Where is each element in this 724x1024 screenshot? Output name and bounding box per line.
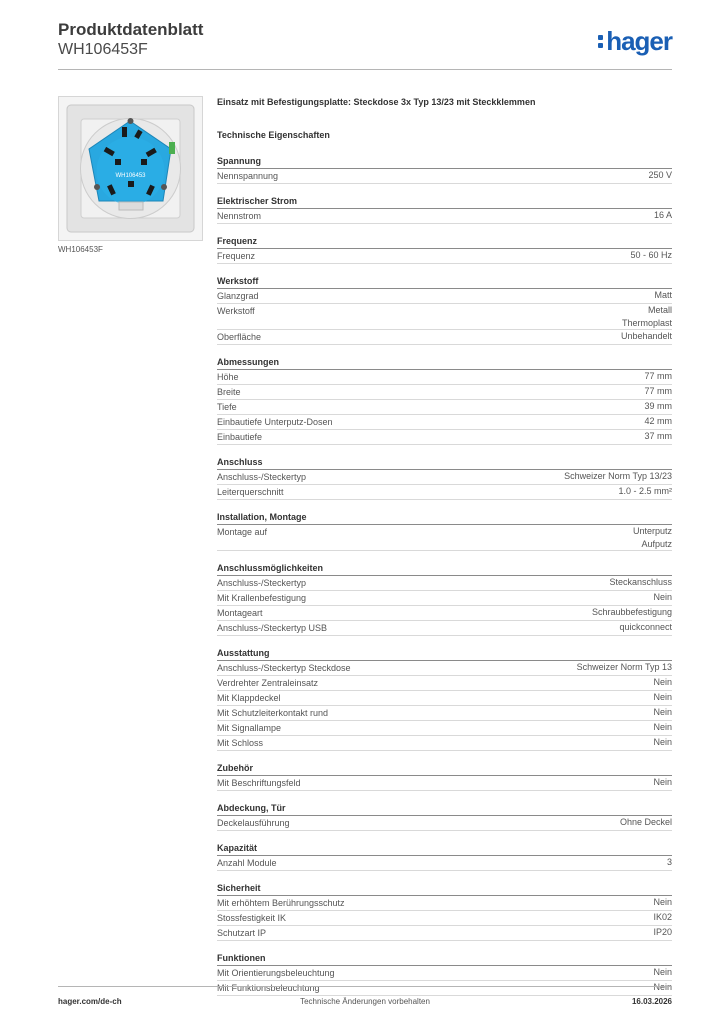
product-image [58, 96, 203, 241]
section-title: Anschlussmöglichkeiten [217, 562, 672, 576]
spec-value-line: 39 mm [644, 401, 672, 411]
spec-label: Mit erhöhtem Berührungsschutz [217, 898, 345, 908]
spec-label: Mit Schutzleiterkontakt rund [217, 708, 329, 718]
spec-label: Anschluss-/Steckertyp USB [217, 623, 328, 633]
spec-value [654, 209, 672, 222]
spec-value-line: 16 A [653, 210, 672, 220]
spec-value-line: 1.0 - 2.5 mm² [618, 486, 672, 496]
spec-value [621, 330, 672, 343]
spec-label: Nennspannung [217, 171, 279, 181]
spec-value-line: Unterputz [632, 526, 672, 536]
spec-row [217, 576, 672, 591]
hager-logo [598, 26, 672, 57]
spec-value [564, 470, 672, 483]
spec-value-line: quickconnect [619, 622, 672, 632]
spec-label: Höhe [217, 372, 239, 382]
spec-value [619, 621, 672, 634]
spec-label: Einbautiefe Unterputz-Dosen [217, 417, 333, 427]
spec-value-line: Nein [653, 737, 672, 747]
spec-row [217, 606, 672, 621]
spec-sections [217, 155, 672, 996]
spec-value [667, 856, 672, 869]
spec-row [217, 525, 672, 551]
spec-section [217, 762, 672, 791]
spec-value-line: IK02 [653, 912, 672, 922]
section-title: Funktionen [217, 952, 672, 966]
spec-row [217, 776, 672, 791]
spec-value-line: Steckanschluss [609, 577, 672, 587]
spec-value-line: 3 [666, 857, 672, 867]
spec-label: Stossfestigkeit IK [217, 913, 287, 923]
spec-row [217, 911, 672, 926]
spec-row [217, 304, 672, 330]
section-title: Anschluss [217, 456, 672, 470]
spec-value [653, 966, 672, 979]
spec-value-line: Aufputz [641, 538, 672, 549]
spec-row [217, 981, 672, 996]
spec-section [217, 155, 672, 184]
spec-value-line: 37 mm [644, 431, 672, 441]
spec-label: Breite [217, 387, 241, 397]
spec-section [217, 562, 672, 636]
spec-label: Montageart [217, 608, 263, 618]
spec-row [217, 169, 672, 184]
spec-value-line: Schraubbefestigung [591, 607, 672, 617]
spec-label: Anzahl Module [217, 858, 277, 868]
spec-row [217, 400, 672, 415]
spec-section [217, 952, 672, 996]
spec-section [217, 195, 672, 224]
spec-label: Mit Krallenbefestigung [217, 593, 307, 603]
spec-section [217, 235, 672, 264]
spec-value [653, 926, 672, 939]
spec-label: Tiefe [217, 402, 237, 412]
spec-label: Mit Klappdeckel [217, 693, 281, 703]
spec-value-line: Nein [653, 692, 672, 702]
page-header [58, 20, 672, 68]
footer-disclaimer: Technische Änderungen vorbehalten [300, 997, 430, 1006]
section-title: Werkstoff [217, 275, 672, 289]
spec-label: Mit Schloss [217, 738, 264, 748]
spec-row [217, 370, 672, 385]
spec-label: Anschluss-/Steckertyp [217, 578, 307, 588]
spec-section [217, 647, 672, 751]
section-title: Abdeckung, Tür [217, 802, 672, 816]
spec-value-line: Metall [647, 305, 672, 315]
spec-value [644, 400, 672, 413]
spec-value [653, 736, 672, 749]
spec-value-line: Thermoplast [621, 317, 672, 328]
spec-value-line: 250 V [648, 170, 672, 180]
spec-value [620, 816, 672, 829]
spec-section [217, 456, 672, 500]
footer-website: hager.com/de-ch [58, 997, 122, 1006]
spec-section [217, 511, 672, 551]
spec-label: Nennstrom [217, 211, 262, 221]
spec-row [217, 661, 672, 676]
spec-value-line: Nein [653, 967, 672, 977]
spec-value [653, 706, 672, 719]
spec-label: Leiterquerschnitt [217, 487, 284, 497]
spec-value-line: Nein [653, 677, 672, 687]
spec-value [630, 249, 672, 262]
spec-value [644, 370, 672, 383]
spec-value-line: Ohne Deckel [619, 817, 672, 827]
section-title: Zubehör [217, 762, 672, 776]
spec-value [648, 169, 672, 182]
spec-value [653, 591, 672, 604]
socket-outlet-icon [59, 97, 202, 240]
technical-properties-title: Technische Eigenschaften [217, 130, 330, 140]
section-title: Spannung [217, 155, 672, 169]
section-title: Frequenz [217, 235, 672, 249]
logo-dots-icon [598, 32, 604, 50]
product-label: WH106453 [115, 173, 146, 179]
spec-row [217, 691, 672, 706]
spec-section [217, 275, 672, 345]
spec-value [633, 525, 672, 550]
spec-label: Oberfläche [217, 332, 262, 342]
spec-value [609, 576, 672, 589]
spec-label: Anschluss-/Steckertyp [217, 472, 307, 482]
spec-value-line: Nein [653, 777, 672, 787]
product-description: Einsatz mit Befestigungsplatte: Steckdose 3x Typ 13/23 mit Steckklemmen [217, 97, 536, 107]
spec-row [217, 485, 672, 500]
logo-text: hager [606, 26, 672, 56]
spec-value-line: Schweizer Norm Typ 13/23 [564, 471, 672, 481]
spec-label: Glanzgrad [217, 291, 259, 301]
spec-section [217, 842, 672, 871]
spec-value [654, 289, 672, 302]
spec-row [217, 721, 672, 736]
footer-date: 16.03.2026 [631, 997, 672, 1006]
spec-row [217, 736, 672, 751]
spec-value [653, 896, 672, 909]
section-title: Ausstattung [217, 647, 672, 661]
section-title: Elektrischer Strom [217, 195, 672, 209]
spec-row [217, 591, 672, 606]
spec-value [577, 661, 672, 674]
spec-row [217, 856, 672, 871]
spec-value-line: 77 mm [644, 371, 672, 381]
spec-value [644, 415, 672, 428]
spec-value [653, 981, 672, 994]
spec-value-line: Schweizer Norm Typ 13 [576, 662, 672, 672]
spec-label: Frequenz [217, 251, 256, 261]
section-title: Sicherheit [217, 882, 672, 896]
spec-row [217, 966, 672, 981]
spec-value-line: 42 mm [644, 416, 672, 426]
spec-value-line: IP20 [653, 927, 672, 937]
spec-label: Verdrehter Zentraleinsatz [217, 678, 319, 688]
spec-value-line: Matt [654, 290, 672, 300]
spec-value-line: Nein [653, 897, 672, 907]
spec-value [653, 691, 672, 704]
spec-label: Einbautiefe [217, 432, 263, 442]
spec-value-line: 50 - 60 Hz [630, 250, 672, 260]
spec-label: Mit Orientierungsbeleuchtung [217, 968, 335, 978]
spec-row [217, 385, 672, 400]
footer-divider [58, 986, 672, 987]
spec-row [217, 330, 672, 345]
spec-row [217, 430, 672, 445]
spec-row [217, 249, 672, 264]
spec-value-line: Nein [653, 707, 672, 717]
spec-value-line: Nein [653, 592, 672, 602]
spec-value [622, 304, 672, 329]
spec-label: Deckelausführung [217, 818, 290, 828]
spec-value [653, 911, 672, 924]
spec-row [217, 676, 672, 691]
spec-section [217, 882, 672, 941]
spec-value [592, 606, 672, 619]
section-title: Kapazität [217, 842, 672, 856]
spec-value [653, 676, 672, 689]
spec-value [618, 485, 672, 498]
spec-value-line: 77 mm [644, 386, 672, 396]
spec-value-line: Unbehandelt [620, 331, 672, 341]
image-caption: WH106453F [58, 245, 103, 254]
spec-row [217, 415, 672, 430]
spec-row [217, 706, 672, 721]
section-title: Abmessungen [217, 356, 672, 370]
header-divider [58, 69, 672, 70]
spec-row [217, 621, 672, 636]
spec-label: Anschluss-/Steckertyp Steckdose [217, 663, 351, 673]
spec-section [217, 802, 672, 831]
product-code: WH106453F [58, 41, 148, 58]
spec-row [217, 816, 672, 831]
spec-label: Mit Funktionsbeleuchtung [217, 983, 320, 993]
spec-content [217, 96, 672, 996]
spec-row [217, 209, 672, 224]
spec-label: Montage auf [217, 527, 268, 537]
spec-value [644, 430, 672, 443]
spec-value [653, 776, 672, 789]
spec-value-line: Nein [653, 982, 672, 992]
spec-value [653, 721, 672, 734]
document-title: Produktdatenblatt [58, 20, 204, 39]
spec-label: Mit Beschriftungsfeld [217, 778, 301, 788]
spec-value [644, 385, 672, 398]
spec-section [217, 356, 672, 445]
spec-label: Schutzart IP [217, 928, 267, 938]
spec-label: Werkstoff [217, 306, 255, 316]
section-title: Installation, Montage [217, 511, 672, 525]
spec-value-line: Nein [653, 722, 672, 732]
spec-row [217, 926, 672, 941]
spec-row [217, 896, 672, 911]
spec-row [217, 289, 672, 304]
spec-row [217, 470, 672, 485]
spec-label: Mit Signallampe [217, 723, 282, 733]
